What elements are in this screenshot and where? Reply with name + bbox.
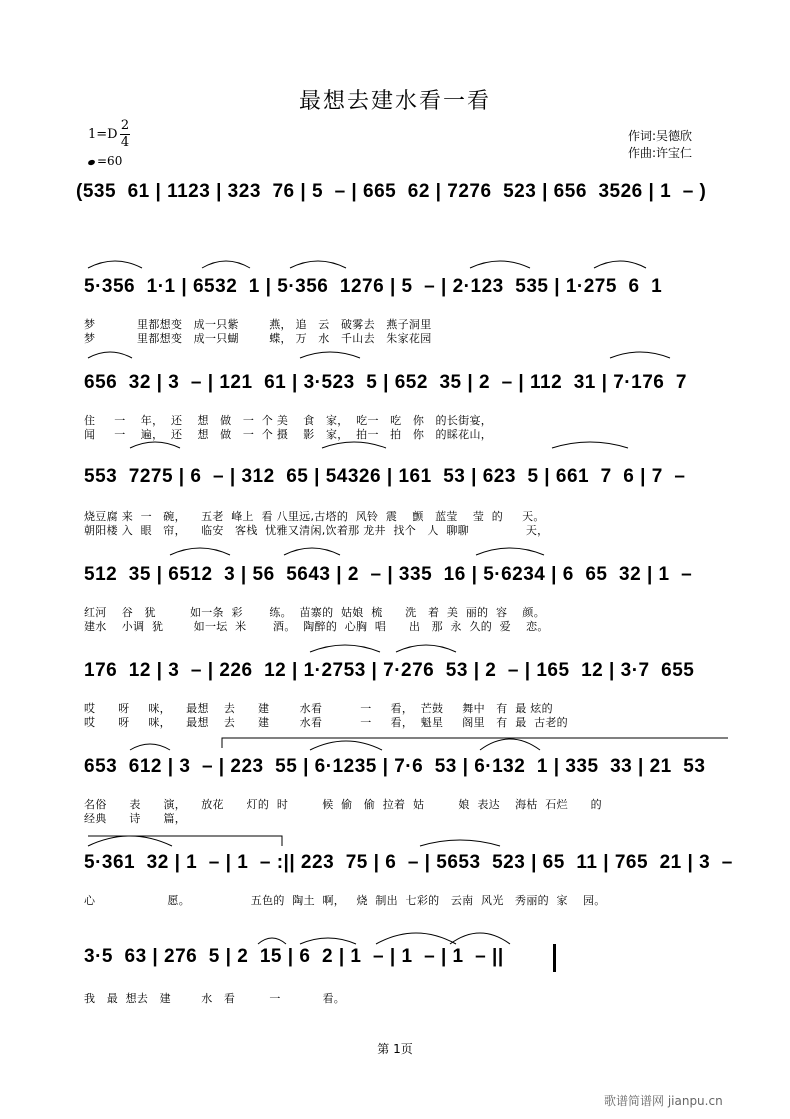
page-number: 第 1页 [377, 1042, 413, 1056]
slur-arc [480, 739, 540, 750]
slur-arc [88, 836, 172, 846]
system-7-lyrics-2: 经典 诗 篇， [84, 812, 187, 825]
slur-arc [376, 933, 456, 944]
slur-arc [170, 548, 230, 555]
slur-arc [470, 261, 530, 268]
system-1-notes: (535 61 | 1123 | 323 76 | 5 – | 665 62 | 7276 523 | 656 3526 | 1 – ) [76, 181, 707, 202]
system-6-lyrics-2: 哎 呀 咪， 最想 去 建 水看 一 看， 魁星 阁里 有 最 古老的 [84, 716, 568, 729]
system-3-lyrics-1: 住 一 年， 还 想 做 一 个 美 食 家， 吃一 吃 你 的长街宴， [84, 414, 493, 427]
system-5-lyrics-1: 红河 谷 犹 如一条 彩 练。 苗寨的 姑娘 梳 洗 着 美 丽的 容 颜。 [84, 606, 546, 619]
system-8-lyrics-1: 心 愿。 五色的 陶土 啊， 烧 制出 七彩的 云南 风光 秀丽的 家 园。 [84, 894, 606, 907]
slur-arc [552, 442, 628, 448]
slur-arc [202, 261, 250, 268]
slur-arc [310, 645, 380, 652]
slur-arc [130, 442, 180, 448]
system-3-lyrics-2: 闻 一 遍， 还 想 做 一 个 摄 影 家， 拍一 拍 你 的睬花山， [84, 428, 493, 441]
slur-arc [450, 933, 510, 944]
system-5-notes: 512 35 | 6512 3 | 56 5643 | 2 – | 335 16 | 5·6234 | 6 65 32 | 1 – [84, 564, 693, 585]
composer: 作曲:许宝仁 [628, 146, 693, 160]
volta-bracket [222, 738, 728, 748]
volta-bracket [88, 836, 282, 846]
final-barline [553, 944, 556, 972]
system-4-lyrics-1: 烧豆腐 来 一 碗， 五老 峰上 看 八里远,古塔的 风铃 震 颤 蓝莹 莹 的 天。 [84, 510, 545, 523]
key-signature: 1=D [88, 127, 118, 142]
system-7-notes: 653 612 | 3 – | 223 55 | 6·1235 | 7·6 53 | 6·132 1 | 335 33 | 21 53 [84, 756, 706, 777]
system-2-lyrics-1: 梦 里都想变 成一只紫 燕， 追 云 破雾去 燕子洞里 [84, 318, 432, 331]
slur-arc [610, 352, 670, 358]
system-7-lyrics-1: 名俗 表 演， 放花 灯的 时 候 偷 偷 拉着 姑 娘 表达 海枯 石烂 的 [84, 798, 602, 811]
watermark: 歌谱简谱网 jianpu.cn [604, 1094, 723, 1108]
slur-arc [322, 442, 386, 448]
slur-arc [88, 352, 132, 358]
system-2-lyrics-2: 梦 里都想变 成一只蝴 蝶， 万 水 千山去 朱家花园 [84, 332, 432, 345]
slur-arc [310, 741, 382, 750]
lyricist: 作词:吴德欣 [628, 129, 693, 143]
system-6-lyrics-1: 哎 呀 咪， 最想 去 建 水看 一 看， 芒鼓 舞中 有 最 炫的 [84, 702, 553, 715]
song-title: 最想去建水看一看 [298, 89, 491, 114]
system-9-lyrics-1: 我 最 想去 建 水 看 一 看。 [84, 992, 346, 1005]
slur-arc [594, 261, 646, 268]
system-5-lyrics-2: 建水 小调 犹 如一坛 米 酒。 陶醉的 心胸 唱 出 那 永 久的 爱 恋。 [84, 620, 549, 633]
time-signature-bottom: 4 [120, 135, 130, 150]
slur-arc [300, 938, 356, 944]
system-3-notes: 656 32 | 3 – | 121 61 | 3·523 5 | 652 35 | 2 – | 112 31 | 7·176 7 [84, 372, 687, 393]
system-6-notes: 176 12 | 3 – | 226 12 | 1·2753 | 7·276 53 | 2 – | 165 12 | 3·7 655 [84, 660, 695, 681]
slur-arc [476, 548, 544, 555]
system-4-notes: 553 7275 | 6 – | 312 65 | 54326 | 161 53 | 623 5 | 661 7 6 | 7 – [84, 466, 686, 487]
slur-arc [284, 548, 340, 555]
system-8-notes: 5·361 32 | 1 – | 1 – :|| 223 75 | 6 – | 5653 523 | 65 11 | 765 21 | 3 – [84, 852, 733, 873]
slur-arc [396, 645, 456, 652]
slur-arc [290, 261, 346, 268]
system-2-notes: 5·356 1·1 | 6532 1 | 5·356 1276 | 5 – | 2·123 535 | 1·275 6 1 [84, 276, 663, 297]
system-9-notes: 3·5 63 | 276 5 | 2 15 | 6 2 | 1 – | 1 – | 1 – || [84, 946, 504, 967]
slur-arc [88, 261, 142, 268]
tempo-value: =60 [97, 154, 123, 168]
system-4-lyrics-2: 朝阳楼 入 眼 帘， 临安 客栈 忧雅又清闲,饮着那 龙井 找个 人 聊聊 天， [84, 524, 549, 537]
slur-arc [420, 840, 500, 846]
slur-arc [300, 352, 360, 358]
time-signature-top: 2 [120, 118, 130, 133]
slur-arc [258, 938, 286, 944]
slur-arc [130, 744, 170, 750]
